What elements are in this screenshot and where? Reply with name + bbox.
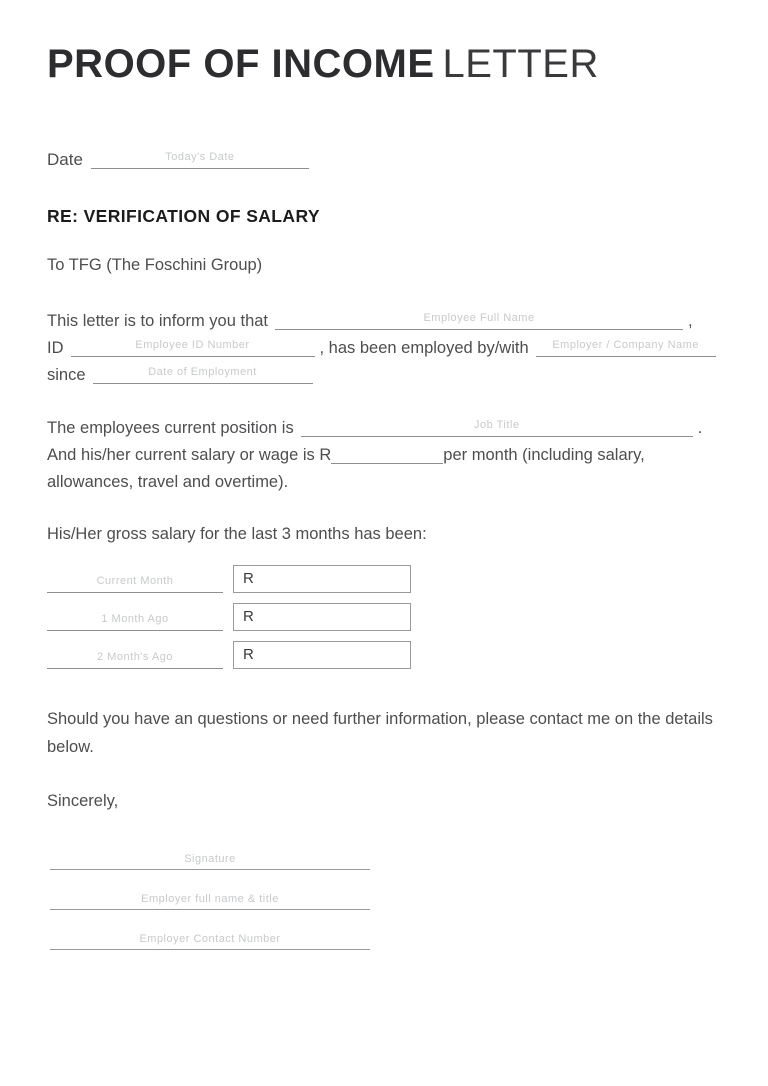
page-title-bold: PROOF OF INCOME (47, 42, 435, 86)
salary-row-2-months-ago (47, 641, 724, 669)
intro-line-3-text: since (47, 366, 86, 384)
monthly-salary-field (331, 445, 443, 464)
employee-full-name-field: Employee Full Name (275, 311, 683, 330)
page-title (47, 42, 724, 86)
contact-note: Should you have an questions or need further information, please contact me on the details below. (47, 710, 713, 756)
intro-line-1-text: This letter is to inform you that (47, 312, 269, 330)
intro-line-3 (47, 362, 724, 389)
position-line-1-punct: . (697, 419, 703, 437)
position-paragraph (47, 415, 724, 496)
intro-line-1-punct: , (688, 312, 693, 330)
page-title-light: LETTER (442, 42, 599, 86)
position-line-2-text-1: And his/her current salary or wage is R (47, 446, 332, 464)
one-month-ago-label: 1 Month Ago (47, 613, 223, 631)
intro-line-2 (47, 335, 724, 362)
salary-row-1-month-ago (47, 603, 724, 631)
intro-line-2-text-2: , has been employed by/with (319, 339, 529, 357)
employer-company-name-field: Employer / Company Name (536, 338, 716, 357)
position-line-3-text: allowances, travel and overtime). (47, 473, 289, 491)
two-months-ago-amount-box: R (233, 641, 411, 669)
job-title-field: Job Title (301, 418, 693, 437)
date-field: Today's Date (91, 150, 309, 169)
current-month-label: Current Month (47, 575, 223, 593)
gross-salary-heading: His/Her gross salary for the last 3 months has been: (47, 525, 427, 543)
position-line-1 (47, 415, 724, 442)
intro-line-2-text-1: ID (47, 339, 64, 357)
current-month-amount-box: R (233, 565, 411, 593)
salary-row-current-month (47, 565, 724, 593)
one-month-ago-amount-box: R (233, 603, 411, 631)
intro-line-1 (47, 308, 724, 335)
two-months-ago-label: 2 Month's Ago (47, 651, 223, 669)
employee-id-number-field: Employee ID Number (71, 338, 315, 357)
employer-contact-number-line: Employer Contact Number (50, 933, 370, 950)
signature-block (47, 853, 724, 950)
recipient-line: To TFG (The Foschini Group) (47, 256, 263, 274)
date-of-employment-field: Date of Employment (93, 365, 313, 384)
date-row (47, 150, 724, 170)
signature-line: Signature (50, 853, 370, 870)
subject-heading: RE: VERIFICATION OF SALARY (47, 206, 320, 226)
position-line-3 (47, 469, 724, 496)
position-line-2 (47, 442, 724, 469)
position-line-1-text: The employees current position is (47, 419, 294, 437)
date-label: Date (47, 150, 83, 169)
employer-name-title-line: Employer full name & title (50, 893, 370, 910)
intro-paragraph (47, 308, 724, 389)
position-line-2-text-2: per month (including salary, (443, 446, 645, 464)
salary-table (47, 565, 724, 669)
signoff: Sincerely, (47, 792, 119, 810)
